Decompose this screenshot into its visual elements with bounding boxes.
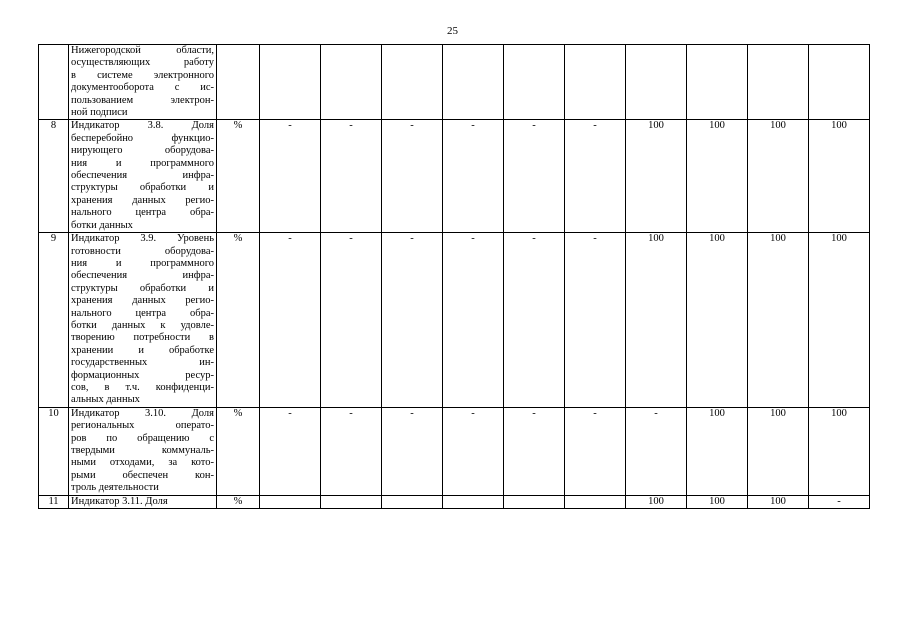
value-cell: -	[321, 407, 382, 495]
unit-cell: %	[217, 407, 260, 495]
page-number: 25	[447, 25, 458, 37]
indicator-name-line: твердыми коммуналь-	[71, 445, 214, 456]
indicator-name-line: пользованием электрон-	[71, 94, 214, 106]
value-cell: -	[443, 120, 504, 233]
table-row	[39, 495, 870, 508]
value-cell: -	[504, 233, 565, 408]
indicator-name	[69, 120, 217, 233]
indicator-name-line: хранения данных регио-	[71, 194, 214, 206]
indicator-name-line: рыми обеспечен кон-	[71, 469, 214, 481]
unit-cell	[217, 45, 260, 120]
value-cell	[260, 495, 321, 508]
value-cell	[565, 495, 626, 508]
indicator-name-line: альных данных	[71, 394, 140, 406]
value-cell: 100	[748, 120, 809, 233]
table-row	[39, 233, 870, 408]
value-cell: -	[443, 407, 504, 495]
table-row	[39, 120, 870, 233]
value-cell: -	[809, 495, 870, 508]
indicator-name-line: документооборота с ис-	[71, 82, 214, 94]
value-cell: -	[321, 233, 382, 408]
value-cell	[748, 45, 809, 120]
indicator-name-line: ботки данных к удовле-	[71, 319, 214, 331]
indicator-name	[69, 407, 217, 495]
indicator-name-line: хранении и обработке	[71, 344, 214, 356]
indicator-name-line: Нижегородской области,	[71, 45, 214, 56]
indicator-name-line: готовности оборудова-	[71, 245, 214, 257]
indicator-name-line: ной подписи	[71, 107, 128, 119]
value-cell	[687, 45, 748, 120]
unit-cell: %	[217, 233, 260, 408]
value-cell	[504, 45, 565, 120]
indicator-name	[69, 495, 217, 508]
indicator-name-line: нального центра обра-	[71, 207, 214, 219]
indicator-name-line: троль деятельности	[71, 482, 159, 494]
indicator-name-line: структуры обработки и	[71, 182, 214, 194]
value-cell: -	[504, 120, 565, 233]
row-number: 8	[39, 120, 69, 233]
value-cell	[321, 45, 382, 120]
value-cell	[626, 45, 687, 120]
indicator-name-line: ров по обращению с	[71, 432, 214, 444]
indicator-name-line: Индикатор 3.9. Уровень	[71, 233, 214, 245]
indicator-name	[69, 45, 217, 120]
value-cell	[565, 45, 626, 120]
value-cell: -	[382, 233, 443, 408]
table-row	[39, 45, 870, 120]
indicator-name-line: государственных ин-	[71, 357, 214, 369]
value-cell: 100	[626, 120, 687, 233]
indicator-name-line: обеспечения инфра-	[71, 270, 214, 282]
value-cell: -	[260, 233, 321, 408]
value-cell: -	[443, 233, 504, 408]
value-cell: -	[321, 120, 382, 233]
value-cell: -	[565, 407, 626, 495]
indicator-name-line: сов, в т.ч. конфиденци-	[71, 381, 214, 393]
indicator-name-line: региональных операто-	[71, 420, 214, 432]
value-cell: 100	[687, 233, 748, 408]
indicator-name-line: ния и программного	[71, 157, 214, 169]
value-cell	[321, 495, 382, 508]
value-cell: -	[382, 120, 443, 233]
value-cell	[504, 495, 565, 508]
value-cell	[260, 45, 321, 120]
indicator-name	[69, 233, 217, 408]
indicator-name-line: творению потребности в	[71, 332, 214, 344]
indicator-name-line: осуществляющих работу	[71, 57, 214, 69]
value-cell	[382, 45, 443, 120]
indicator-name-line: ными отходами, за кото-	[71, 457, 214, 469]
value-cell	[443, 45, 504, 120]
indicator-name-line: бесперебойно функцио-	[71, 132, 214, 144]
table-row	[39, 407, 870, 495]
value-cell: 100	[748, 233, 809, 408]
unit-cell: %	[217, 120, 260, 233]
value-cell: 100	[687, 120, 748, 233]
indicator-table	[38, 44, 870, 509]
indicator-name-line: нального центра обра-	[71, 307, 214, 319]
value-cell: 100	[626, 495, 687, 508]
value-cell: -	[565, 120, 626, 233]
unit-cell: %	[217, 495, 260, 508]
value-cell: -	[565, 233, 626, 408]
value-cell: 100	[748, 407, 809, 495]
value-cell: 100	[809, 233, 870, 408]
value-cell: 100	[626, 233, 687, 408]
value-cell: -	[260, 407, 321, 495]
value-cell: 100	[809, 120, 870, 233]
value-cell: -	[504, 407, 565, 495]
indicator-name-line: обеспечения инфра-	[71, 170, 214, 182]
indicator-name-line: Индикатор 3.11. Доля	[71, 495, 168, 507]
indicator-name-line: в системе электронного	[71, 69, 214, 81]
indicator-name-line: нирующего оборудова-	[71, 145, 214, 157]
value-cell: 100	[809, 407, 870, 495]
value-cell: 100	[687, 495, 748, 508]
indicator-name-line: ботки данных	[71, 219, 133, 231]
value-cell	[443, 495, 504, 508]
row-number	[39, 45, 69, 120]
row-number: 10	[39, 407, 69, 495]
table-body	[39, 45, 870, 509]
indicator-name-line: Индикатор 3.10. Доля	[71, 407, 214, 419]
value-cell: -	[382, 407, 443, 495]
value-cell: 100	[687, 407, 748, 495]
row-number: 9	[39, 233, 69, 408]
value-cell	[382, 495, 443, 508]
value-cell: -	[626, 407, 687, 495]
value-cell	[809, 45, 870, 120]
value-cell: -	[260, 120, 321, 233]
value-cell: 100	[748, 495, 809, 508]
row-number: 11	[39, 495, 69, 508]
indicator-name-line: ния и программного	[71, 257, 214, 269]
indicator-name-line: хранения данных регио-	[71, 295, 214, 307]
indicator-name-line: структуры обработки и	[71, 282, 214, 294]
indicator-name-line: Индикатор 3.8. Доля	[71, 120, 214, 132]
indicator-name-line: формационных ресур-	[71, 369, 214, 381]
